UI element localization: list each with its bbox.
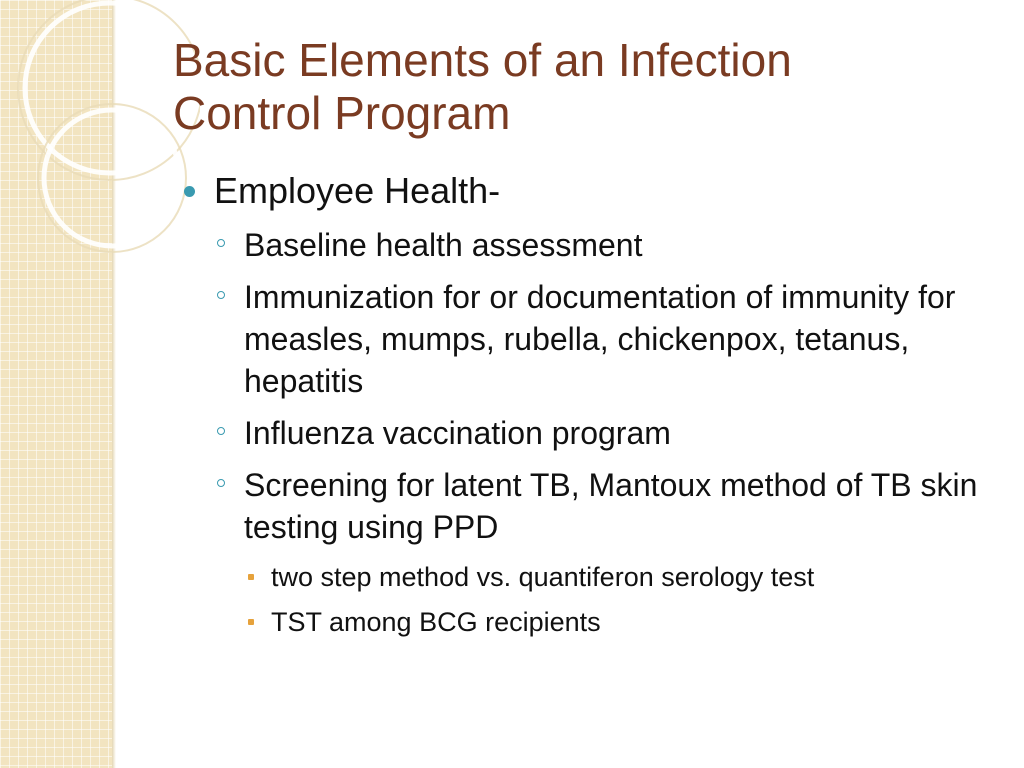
- slide-content: [184, 168, 984, 648]
- bullet-level3-item: [184, 603, 984, 641]
- bullet-level2-item: [184, 412, 984, 454]
- bullet-level2-text: Screening for latent TB, Mantoux method of TB skin testing using PPD: [244, 467, 978, 545]
- bullet-ring-icon: [217, 479, 225, 487]
- bullet-level2-text: Influenza vaccination program: [244, 415, 671, 451]
- bullet-level1-text: Employee Health-: [214, 170, 501, 211]
- bullet-level3-text: TST among BCG recipients: [271, 607, 601, 637]
- decorative-circles-icon: [0, 0, 200, 260]
- bullet-square-icon: [248, 574, 254, 580]
- bullet-level2-item: [184, 464, 984, 548]
- bullet-square-icon: [248, 619, 254, 625]
- bullet-level3-text: two step method vs. quantiferon serology test: [271, 562, 815, 592]
- bullet-ring-icon: [217, 239, 225, 247]
- bullet-level3-item: [184, 558, 984, 596]
- bullet-dot-icon: [184, 186, 195, 197]
- bullet-level2-item: [184, 224, 984, 266]
- bullet-level2-item: [184, 276, 984, 402]
- bullet-ring-icon: [217, 427, 225, 435]
- slide-title: [173, 34, 993, 140]
- slide-title-line-2: Control Program: [173, 87, 511, 139]
- bullet-ring-icon: [217, 291, 225, 299]
- slide-title-line-1: Basic Elements of an Infection: [173, 34, 792, 86]
- bullet-level3-list: [184, 558, 984, 641]
- bullet-level2-list: [184, 224, 984, 548]
- bullet-level2-text: Baseline health assessment: [244, 227, 643, 263]
- bullet-level2-text: Immunization for or documentation of immunity for measles, mumps, rubella, chickenpox, tetanus, hepatitis: [244, 279, 956, 399]
- bullet-level1-employee-health: [184, 168, 984, 214]
